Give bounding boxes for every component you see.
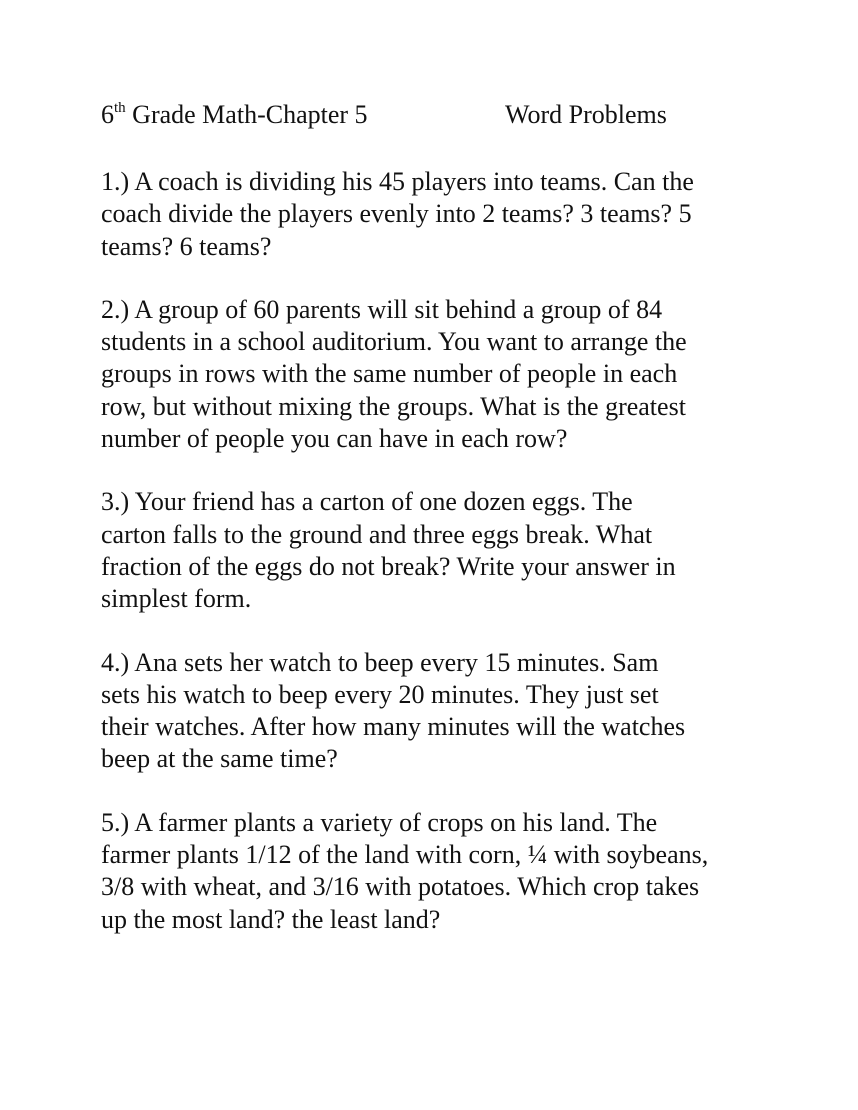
problem-line: number of people you can have in each row? [101, 424, 568, 454]
problem-line: farmer plants 1/12 of the land with corn, ¼ with soybeans, [101, 840, 709, 870]
word-problem-4 [101, 647, 761, 776]
problem-line: 4.) Ana sets her watch to beep every 15 minutes. Sam [101, 647, 659, 677]
worksheet-page [101, 98, 801, 936]
problem-line: carton falls to the ground and three eggs break. What [101, 519, 653, 549]
word-problem-1 [101, 166, 761, 263]
grade-number: 6 [101, 100, 114, 129]
problem-line: row, but without mixing the groups. What is the greatest [101, 391, 686, 421]
chapter-title [101, 98, 368, 136]
problem-line: students in a school auditorium. You want to arrange the [101, 327, 687, 357]
word-problem-5 [101, 807, 761, 936]
problem-line: 3.) Your friend has a carton of one dozen eggs. The [101, 487, 633, 517]
problem-line: beep at the same time? [101, 744, 338, 774]
problem-line: groups in rows with the same number of people in each [101, 359, 678, 389]
problem-line: 2.) A group of 60 parents will sit behind a group of 84 [101, 294, 663, 324]
problem-line: 3/8 with wheat, and 3/16 with potatoes. Which crop takes [101, 872, 700, 902]
problem-line: teams? 6 teams? [101, 231, 272, 261]
worksheet-header [101, 98, 801, 132]
document-type-label: Word Problems [505, 100, 667, 129]
problem-line: fraction of the eggs do not break? Write your answer in [101, 551, 676, 581]
problem-line: their watches. After how many minutes will the watches [101, 712, 686, 742]
problem-line: up the most land? the least land? [101, 904, 441, 934]
problem-line: coach divide the players evenly into 2 teams? 3 teams? 5 [101, 199, 692, 229]
problem-line: sets his watch to beep every 20 minutes. They just set [101, 679, 659, 709]
grade-suffix: th [114, 100, 126, 116]
problem-line: 1.) A coach is dividing his 45 players into teams. Can the [101, 167, 694, 196]
word-problem-2 [101, 294, 761, 455]
chapter-title-rest: Grade Math-Chapter 5 [125, 100, 368, 129]
problem-line: 5.) A farmer plants a variety of crops on his land. The [101, 807, 658, 837]
problem-line: simplest form. [101, 584, 252, 614]
word-problem-3 [101, 486, 761, 615]
